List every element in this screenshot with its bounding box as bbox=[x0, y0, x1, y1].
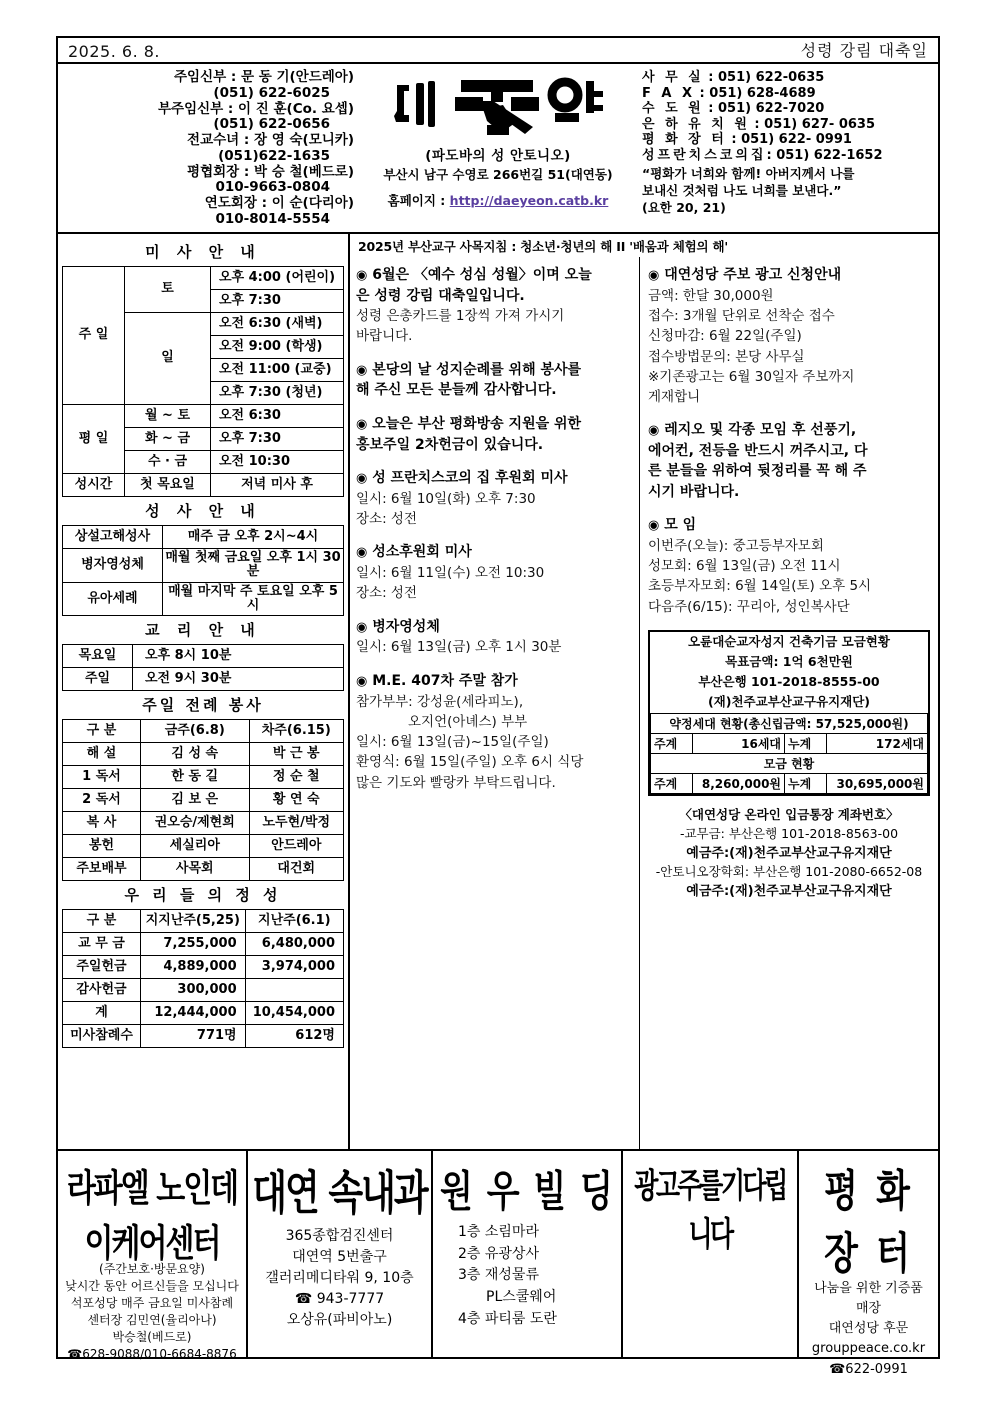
collect-week-label: 주계 bbox=[651, 774, 693, 794]
ad-line: 박승철(베드로) bbox=[112, 1330, 192, 1345]
table-row bbox=[63, 645, 344, 668]
pledge-week-value: 16세대 bbox=[693, 734, 785, 754]
notice-line: ※기존광고는 6월 30일자 주보까지 bbox=[648, 368, 855, 385]
notice-heading-cont: 에어컨, 전등을 반드시 꺼주시고, 다 bbox=[648, 443, 868, 460]
scripture-line-1: “평화가 너희와 함께! 아버지께서 나를 bbox=[642, 165, 855, 181]
mass-group-sunday: 주 일 bbox=[63, 267, 125, 405]
contact-row: 사 무 실 : 051) 622-0635 bbox=[642, 70, 825, 85]
liturgy-next-week: 안드레아 bbox=[249, 835, 343, 858]
ad-website: grouppeace.co.kr bbox=[811, 1341, 926, 1357]
masthead bbox=[58, 64, 938, 234]
pledge-total-label: 누계 bbox=[785, 734, 827, 754]
contact-row: 수 도 원 : 051) 622-7020 bbox=[642, 101, 825, 117]
bulletin-body bbox=[58, 234, 938, 1149]
mass-day: 토 bbox=[125, 267, 211, 313]
catechism-day: 목요일 bbox=[63, 645, 133, 668]
account-line-1: -교무금: 부산은행 101-2018-8563-00 bbox=[679, 826, 899, 842]
table-row bbox=[651, 734, 928, 754]
ad-phone: ☎628-9088/010-6684-8876 bbox=[67, 1347, 237, 1362]
staff-row bbox=[187, 165, 354, 181]
liturgy-role: 2 독서 bbox=[63, 789, 141, 812]
offerings-title: 우 리 들 의 정 성 bbox=[124, 886, 282, 905]
scripture-line-2: 보내신 것처럼 나도 너희를 보낸다.” bbox=[642, 182, 842, 198]
staff-role: 평협회장 : bbox=[187, 163, 250, 180]
notice-line: 장소: 성전 bbox=[356, 585, 418, 602]
notice-line: 게재합니 bbox=[648, 389, 701, 406]
liturgy-header-cell: 금주(6.8) bbox=[141, 720, 250, 743]
bullet-icon: ◉ bbox=[356, 673, 368, 689]
notice-line: 접수: 3개월 단위로 선착순 접수 bbox=[648, 308, 835, 325]
account-line-2: -안토니오장학회: 부산은행 101-2080-6652-08 bbox=[655, 864, 923, 880]
liturgy-role: 1 독서 bbox=[63, 766, 141, 789]
notice-heading-text: 6월은 〈예수 성심 성월〉이며 오늘 bbox=[372, 267, 592, 283]
notice-item bbox=[356, 542, 631, 603]
notice-heading bbox=[356, 414, 631, 435]
offerings-header-cell: 지난주(6.1) bbox=[245, 910, 343, 933]
table-row bbox=[63, 474, 344, 497]
staff-phone: (051) 622-6025 bbox=[213, 84, 330, 101]
table-row bbox=[63, 267, 344, 290]
offering-prev1: 612명 bbox=[245, 1025, 343, 1048]
offering-prev2: 771명 bbox=[141, 1025, 246, 1048]
ad-phone: ☎ 943-7777 bbox=[294, 1291, 385, 1307]
sacrament-detail: 매월 마지막 주 토요일 오후 5시 bbox=[163, 582, 344, 616]
staff-role: 연도회장 : bbox=[204, 195, 268, 212]
ad-line: 2층 유광상사 bbox=[458, 1245, 539, 1262]
holyhour-time: 저녁 미사 후 bbox=[211, 474, 344, 497]
parish-logo bbox=[383, 70, 613, 142]
mass-time: 오전 9:00 (학생) bbox=[211, 336, 344, 359]
contact-row: 평 화 장 터 : 051) 622- 0991 bbox=[642, 132, 852, 148]
ad-line: 석포성당 매주 금요일 미사참례 bbox=[70, 1296, 234, 1311]
ad-title: 광고주를기다립니다 bbox=[634, 1165, 786, 1254]
offering-prev2: 4,889,000 bbox=[141, 956, 246, 979]
liturgy-next-week: 황 연 숙 bbox=[249, 789, 343, 812]
notice-heading-cont: 시기 바랍니다. bbox=[648, 483, 740, 500]
liturgy-this-week: 김 성 속 bbox=[141, 743, 250, 766]
notice-heading-cont: 홍보주일 2차헌금이 있습니다. bbox=[356, 436, 544, 453]
contact-list bbox=[638, 64, 938, 232]
staff-name: 이 순(다리아) bbox=[271, 195, 354, 212]
ad-title: 대연 속내과 bbox=[252, 1167, 427, 1221]
mass-time: 오후 7:30 bbox=[211, 428, 344, 451]
ad-line: 센터장 김민연(율리아나) bbox=[87, 1313, 217, 1328]
staff-phone: (051)622-1635 bbox=[218, 147, 330, 164]
notice-heading bbox=[356, 468, 631, 489]
bulletin-date: 2025. 6. 8. bbox=[68, 42, 161, 61]
table-row bbox=[63, 812, 344, 835]
contact-number: 051) 627- 0635 bbox=[764, 116, 876, 132]
pledge-total-value: 172세대 bbox=[827, 734, 928, 754]
catechism-day: 주일 bbox=[63, 668, 133, 691]
notice-item bbox=[356, 468, 631, 529]
staff-row bbox=[205, 196, 354, 212]
mass-day: 월 ~ 토 bbox=[125, 405, 211, 428]
notice-line: 접수방법문의: 본당 사무실 bbox=[648, 348, 805, 365]
holyhour-label: 성시간 bbox=[63, 474, 125, 497]
offering-prev2: 7,255,000 bbox=[141, 933, 246, 956]
table-row bbox=[651, 714, 928, 734]
ad-rafael-daycare[interactable] bbox=[58, 1151, 248, 1362]
liturgy-role: 주보배부 bbox=[63, 858, 141, 881]
advertisement-strip bbox=[58, 1149, 938, 1377]
mass-day: 화 ~ 금 bbox=[125, 428, 211, 451]
notice-item bbox=[648, 420, 930, 502]
notice-line: 환영식: 6월 15일(주일) 오후 6시 식당 bbox=[356, 754, 584, 771]
liturgy-next-week: 대건회 bbox=[249, 858, 343, 881]
middle-notices bbox=[350, 257, 640, 1149]
staff-role: 전교수녀 : bbox=[187, 132, 250, 149]
notice-heading-text: 오늘은 부산 평화방송 지원을 위한 bbox=[372, 415, 582, 432]
contact-label: 성프란치스코의집 bbox=[642, 147, 767, 163]
mass-time: 오전 11:00 (교중) bbox=[211, 359, 344, 382]
ad-title: 평 화 장 터 bbox=[824, 1167, 913, 1280]
table-row bbox=[63, 549, 344, 583]
staff-list bbox=[58, 64, 358, 232]
table-row bbox=[63, 405, 344, 428]
notice-heading-text: 모 임 bbox=[664, 517, 697, 534]
staff-role: 부주임신부 : bbox=[158, 100, 234, 117]
bullet-icon: ◉ bbox=[648, 423, 660, 439]
table-row bbox=[63, 582, 344, 616]
sacrament-detail: 매주 금 오후 2시~4시 bbox=[163, 526, 344, 549]
ad-peace-market[interactable] bbox=[799, 1151, 938, 1377]
liturgy-next-week: 노두현/박정 bbox=[249, 812, 343, 835]
notice-heading bbox=[356, 617, 631, 638]
notice-item bbox=[356, 360, 631, 401]
offering-prev1: 6,480,000 bbox=[245, 933, 343, 956]
sacrament-name: 병자영성체 bbox=[63, 549, 163, 583]
notices-split bbox=[350, 257, 938, 1149]
homepage-label: 홈페이지 : bbox=[387, 193, 450, 208]
ad-phone: ☎622-0991 bbox=[829, 1361, 908, 1377]
ad-line: 나눔을 위한 기증품 bbox=[814, 1281, 923, 1296]
mass-time: 오전 10:30 bbox=[211, 451, 344, 474]
mass-schedule-table bbox=[62, 266, 344, 497]
table-row bbox=[63, 743, 344, 766]
liturgy-next-week: 정 순 철 bbox=[249, 766, 343, 789]
catechism-time: 오전 9시 30분 bbox=[133, 668, 344, 691]
catechism-table bbox=[62, 644, 344, 691]
liturgy-this-week: 한 동 길 bbox=[141, 766, 250, 789]
left-column bbox=[58, 234, 350, 1149]
table-row bbox=[63, 720, 344, 743]
table-row bbox=[63, 766, 344, 789]
ad-title: 라파엘 노인데이케어센터 bbox=[66, 1167, 238, 1266]
offerings-header-cell: 지지난주(5,25) bbox=[141, 910, 246, 933]
account-info bbox=[648, 806, 930, 901]
collect-header: 모금 현황 bbox=[651, 754, 928, 774]
offering-prev1: 3,974,000 bbox=[245, 956, 343, 979]
notice-item bbox=[356, 617, 631, 658]
staff-phone: (051) 622-0656 bbox=[213, 116, 330, 133]
notice-line: 이번주(오늘): 중고등부자모회 bbox=[648, 537, 824, 554]
bullet-icon: ◉ bbox=[356, 362, 368, 378]
ad-line: 오상유(파비아노) bbox=[286, 1312, 393, 1328]
notice-heading bbox=[648, 515, 930, 536]
offering-label: 미사참례수 bbox=[63, 1025, 141, 1048]
pastoral-guideline: 2025년 부산교구 사목지침 : 청소년·청년의 해 II '배움과 체험의 해' bbox=[358, 239, 728, 254]
table-row bbox=[63, 910, 344, 933]
offering-label: 계 bbox=[63, 1002, 141, 1025]
table-row bbox=[63, 933, 344, 956]
ad-body bbox=[436, 1206, 618, 1354]
notice-heading-text: M.E. 407차 주말 참가 bbox=[372, 672, 518, 689]
notice-heading bbox=[356, 265, 631, 286]
notice-heading-text: 성 프란치스코의 집 후원회 미사 bbox=[372, 469, 568, 486]
notice-line: 초등부자모회: 6월 14일(토) 오후 5시 bbox=[648, 578, 872, 595]
ad-line: 대연역 5번출구 bbox=[292, 1249, 387, 1265]
liturgy-this-week: 김 보 은 bbox=[141, 789, 250, 812]
table-row bbox=[63, 526, 344, 549]
liturgy-table bbox=[62, 719, 344, 881]
offering-prev2: 300,000 bbox=[141, 979, 246, 1002]
notice-heading bbox=[356, 360, 631, 381]
holyhour-day: 첫 목요일 bbox=[125, 474, 211, 497]
ad-line: 365종합검진센터 bbox=[285, 1228, 394, 1244]
right-notices bbox=[640, 257, 938, 1149]
offering-prev2: 12,444,000 bbox=[141, 1002, 246, 1025]
fund-goal: 목표금액: 1억 6천만원 bbox=[725, 653, 853, 669]
liturgy-this-week: 세실리아 bbox=[141, 835, 250, 858]
notice-line: 많은 기도와 빨랑카 부탁드립니다. bbox=[356, 774, 556, 791]
contact-number: 051) 622-1652 bbox=[776, 147, 883, 163]
table-row bbox=[63, 668, 344, 691]
offering-prev1: 10,454,000 bbox=[245, 1002, 343, 1025]
mass-time: 오후 7:30 bbox=[211, 290, 344, 313]
ad-line: PL스쿨웨어 bbox=[486, 1289, 557, 1306]
homepage-url[interactable]: http://daeyeon.catb.kr bbox=[449, 193, 609, 208]
offering-label: 교 무 금 bbox=[63, 933, 141, 956]
mass-time: 오후 4:00 (어린이) bbox=[211, 267, 344, 290]
collect-total-value: 30,695,000원 bbox=[827, 774, 928, 794]
staff-row bbox=[158, 102, 354, 118]
liturgy-title: 주일 전례 봉사 bbox=[142, 696, 264, 715]
collect-total-label: 누계 bbox=[785, 774, 827, 794]
pledge-week-label: 주계 bbox=[651, 734, 693, 754]
staff-phone: 010-9663-0804 bbox=[215, 179, 330, 196]
notice-item bbox=[356, 265, 631, 347]
offerings-header-cell: 구 분 bbox=[63, 910, 141, 933]
notice-heading bbox=[356, 671, 631, 692]
contact-number: 051) 628-4689 bbox=[709, 85, 816, 101]
notice-line: 금액: 한달 30,000원 bbox=[648, 287, 774, 304]
catechism-title: 교 리 안 내 bbox=[145, 621, 261, 640]
notice-heading-text: 본당의 날 성지순례를 위해 봉사를 bbox=[372, 361, 582, 378]
notices-region bbox=[350, 234, 938, 1149]
table-row bbox=[63, 1002, 344, 1025]
mass-guide-title: 미 사 안 내 bbox=[145, 243, 261, 261]
notice-line: 다음주(6/15): 꾸리아, 성인복사단 bbox=[648, 598, 850, 615]
liturgy-role: 해 설 bbox=[63, 743, 141, 766]
fund-account-owner: (재)천주교부산교구유지재단) bbox=[707, 693, 871, 709]
liturgy-role: 봉헌 bbox=[63, 835, 141, 858]
sacrament-name: 상설고해성사 bbox=[63, 526, 163, 549]
notice-heading-cont: 른 분들을 위하여 뒷정리를 꼭 해 주 bbox=[648, 463, 867, 480]
liturgy-next-week: 박 근 봉 bbox=[249, 743, 343, 766]
notice-heading bbox=[356, 542, 631, 563]
feast-title: 성령 강림 대축일 bbox=[800, 41, 928, 60]
bulletin-frame bbox=[56, 36, 940, 1377]
ad-line: 갤러리메디타워 9, 10층 bbox=[265, 1270, 414, 1286]
ad-line: 3층 재성물류 bbox=[458, 1267, 539, 1284]
notice-line: 오지언(아녜스) 부부 bbox=[408, 713, 528, 730]
ad-won-building[interactable] bbox=[433, 1151, 623, 1357]
table-row bbox=[651, 754, 928, 774]
ad-line: 낮시간 동안 어르신들을 모십니다 bbox=[65, 1279, 239, 1294]
offering-label: 감사헌금 bbox=[63, 979, 141, 1002]
notice-line: 일시: 6월 13일(금)~15일(주일) bbox=[356, 734, 549, 751]
ad-line: 매장 bbox=[855, 1301, 882, 1317]
notice-line: 일시: 6월 10일(화) 오후 7:30 bbox=[356, 490, 536, 507]
bullet-icon: ◉ bbox=[356, 416, 368, 432]
mass-time: 오전 6:30 (새벽) bbox=[211, 313, 344, 336]
notice-item bbox=[356, 671, 631, 793]
contact-number: 051) 622-0635 bbox=[718, 70, 825, 85]
fund-bank: 부산은행 101-2018-8555-00 bbox=[698, 673, 880, 689]
bullet-icon: ◉ bbox=[356, 470, 368, 486]
liturgy-this-week: 권오승/제현희 bbox=[141, 812, 250, 835]
contact-number: 051) 622- 0991 bbox=[741, 132, 852, 148]
notice-line: 참가부부: 강성윤(세라피노), bbox=[356, 693, 524, 710]
building-fund-box bbox=[648, 630, 930, 797]
ad-line: 대연성당 후문 bbox=[828, 1321, 909, 1337]
table-row bbox=[63, 858, 344, 881]
notice-item bbox=[356, 414, 631, 455]
notice-line: 성모회: 6월 13일(금) 오전 11시 bbox=[648, 558, 841, 575]
parish-patron: (파도바의 성 안토니오) bbox=[425, 148, 571, 164]
ad-daeyeon-internal-medicine[interactable] bbox=[248, 1151, 433, 1357]
date-bar bbox=[58, 38, 938, 64]
staff-name: 장 영 숙(모니카) bbox=[254, 132, 354, 149]
liturgy-role: 복 사 bbox=[63, 812, 141, 835]
table-row bbox=[63, 979, 344, 1002]
offering-label: 주일헌금 bbox=[63, 956, 141, 979]
bullet-icon: ◉ bbox=[648, 268, 660, 283]
bullet-icon: ◉ bbox=[356, 545, 368, 561]
catechism-time: 오후 8시 10분 bbox=[133, 645, 344, 668]
contact-label: F A X bbox=[642, 85, 696, 101]
liturgy-header-cell: 차주(6.15) bbox=[249, 720, 343, 743]
contact-label: 사 무 실 bbox=[642, 70, 704, 85]
table-row bbox=[63, 835, 344, 858]
notice-line: 성령 은총카드를 1장씩 가져 가시기 bbox=[356, 308, 565, 325]
table-row bbox=[63, 956, 344, 979]
staff-row bbox=[174, 70, 354, 86]
ad-slot-available[interactable] bbox=[623, 1151, 799, 1357]
ad-line: (주간보호·방문요양) bbox=[99, 1262, 205, 1276]
account-owner-2: 예금주:(재)천주교부산교구유지재단 bbox=[686, 884, 892, 900]
notice-heading-cont: 은 성령 강림 대축일입니다. bbox=[356, 287, 525, 304]
staff-name: 이 진 훈(Co. 요셉) bbox=[238, 100, 354, 117]
parish-homepage bbox=[388, 191, 609, 209]
collect-week-value: 8,260,000원 bbox=[693, 774, 785, 794]
staff-name: 문 동 기(안드레아) bbox=[240, 69, 354, 85]
mass-day: 일 bbox=[125, 313, 211, 405]
notice-line: 신청마감: 6월 22일(주일) bbox=[648, 328, 802, 345]
liturgy-this-week: 사목회 bbox=[141, 858, 250, 881]
notice-heading bbox=[648, 265, 930, 286]
notice-heading-text: 성소후원회 미사 bbox=[372, 544, 472, 561]
mass-group-weekday: 평 일 bbox=[63, 405, 125, 474]
pledge-header: 약정세대 현황(총신립금액: 57,525,000원) bbox=[651, 714, 928, 734]
parish-address: 부산시 남구 수영로 266번길 51(대연동) bbox=[383, 167, 613, 182]
fund-table bbox=[650, 713, 928, 794]
staff-phone: 010-8014-5554 bbox=[215, 211, 330, 228]
account-title: 〈대연성당 온라인 입금통장 계좌번호〉 bbox=[679, 807, 899, 823]
sacraments-table bbox=[62, 525, 344, 616]
parish-identity bbox=[358, 64, 638, 232]
daeyeon-calligraphy-logo bbox=[383, 71, 613, 141]
notice-item bbox=[648, 265, 930, 407]
ad-body bbox=[251, 1208, 428, 1354]
mass-time: 오전 6:30 bbox=[211, 405, 344, 428]
mass-time: 오후 7:30 (청년) bbox=[211, 382, 344, 405]
notice-heading-text: 레지오 및 각종 모임 후 선풍기, bbox=[664, 422, 857, 439]
ad-title: 원 우 빌 딩 bbox=[440, 1167, 614, 1217]
fund-title: 오륜대순교자성지 건축기금 모금현황 bbox=[688, 633, 890, 649]
liturgy-header-cell: 구 분 bbox=[63, 720, 141, 743]
staff-name: 박 승 철(베드로) bbox=[254, 163, 354, 180]
scripture-reference: (요한 20, 21) bbox=[642, 199, 726, 215]
contact-row: 성프란치스코의집: 051) 622-1652 bbox=[642, 147, 883, 163]
ad-line: 1층 소림마라 bbox=[458, 1224, 539, 1240]
offering-prev1 bbox=[245, 979, 343, 1002]
staff-role: 주임신부 : bbox=[174, 69, 237, 85]
ad-line: 4층 파티룸 도란 bbox=[458, 1310, 557, 1327]
contact-label: 은 하 유 치 원 bbox=[642, 116, 750, 132]
contact-row: F A X : 051) 628-4689 bbox=[642, 85, 816, 101]
contact-row: 은 하 유 치 원 : 051) 627- 0635 bbox=[642, 116, 876, 132]
bullet-icon: ◉ bbox=[356, 268, 368, 283]
notice-line: 바랍니다. bbox=[356, 328, 413, 345]
offerings-table bbox=[62, 909, 344, 1048]
contact-number: 051) 622-7020 bbox=[718, 101, 825, 117]
sacraments-title: 성 사 안 내 bbox=[145, 502, 261, 520]
notice-heading-cont: 해 주신 모든 분들께 감사합니다. bbox=[356, 382, 557, 399]
contact-label: 수 도 원 bbox=[642, 101, 704, 117]
table-row bbox=[63, 789, 344, 812]
notice-heading-text: 대연성당 주보 광고 신청안내 bbox=[664, 267, 842, 283]
sacrament-name: 유아세례 bbox=[63, 582, 163, 616]
table-row bbox=[651, 774, 928, 794]
table-row bbox=[63, 1025, 344, 1048]
bullet-icon: ◉ bbox=[356, 619, 368, 635]
staff-row bbox=[187, 133, 354, 149]
account-owner-1: 예금주:(재)천주교부산교구유지재단 bbox=[686, 845, 892, 861]
bullet-icon: ◉ bbox=[648, 518, 660, 534]
notice-heading bbox=[648, 420, 930, 441]
contact-label: 평 화 장 터 bbox=[642, 132, 727, 148]
notice-item bbox=[648, 515, 930, 617]
mass-day: 수 · 금 bbox=[125, 451, 211, 474]
notice-line: 장소: 성전 bbox=[356, 511, 418, 528]
notice-line: 일시: 6월 11일(수) 오전 10:30 bbox=[356, 565, 545, 582]
sacrament-detail: 매월 첫째 금요일 오후 1시 30분 bbox=[163, 549, 344, 583]
notice-line: 일시: 6월 13일(금) 오후 1시 30분 bbox=[356, 639, 562, 656]
notice-heading-text: 병자영성체 bbox=[372, 618, 440, 635]
